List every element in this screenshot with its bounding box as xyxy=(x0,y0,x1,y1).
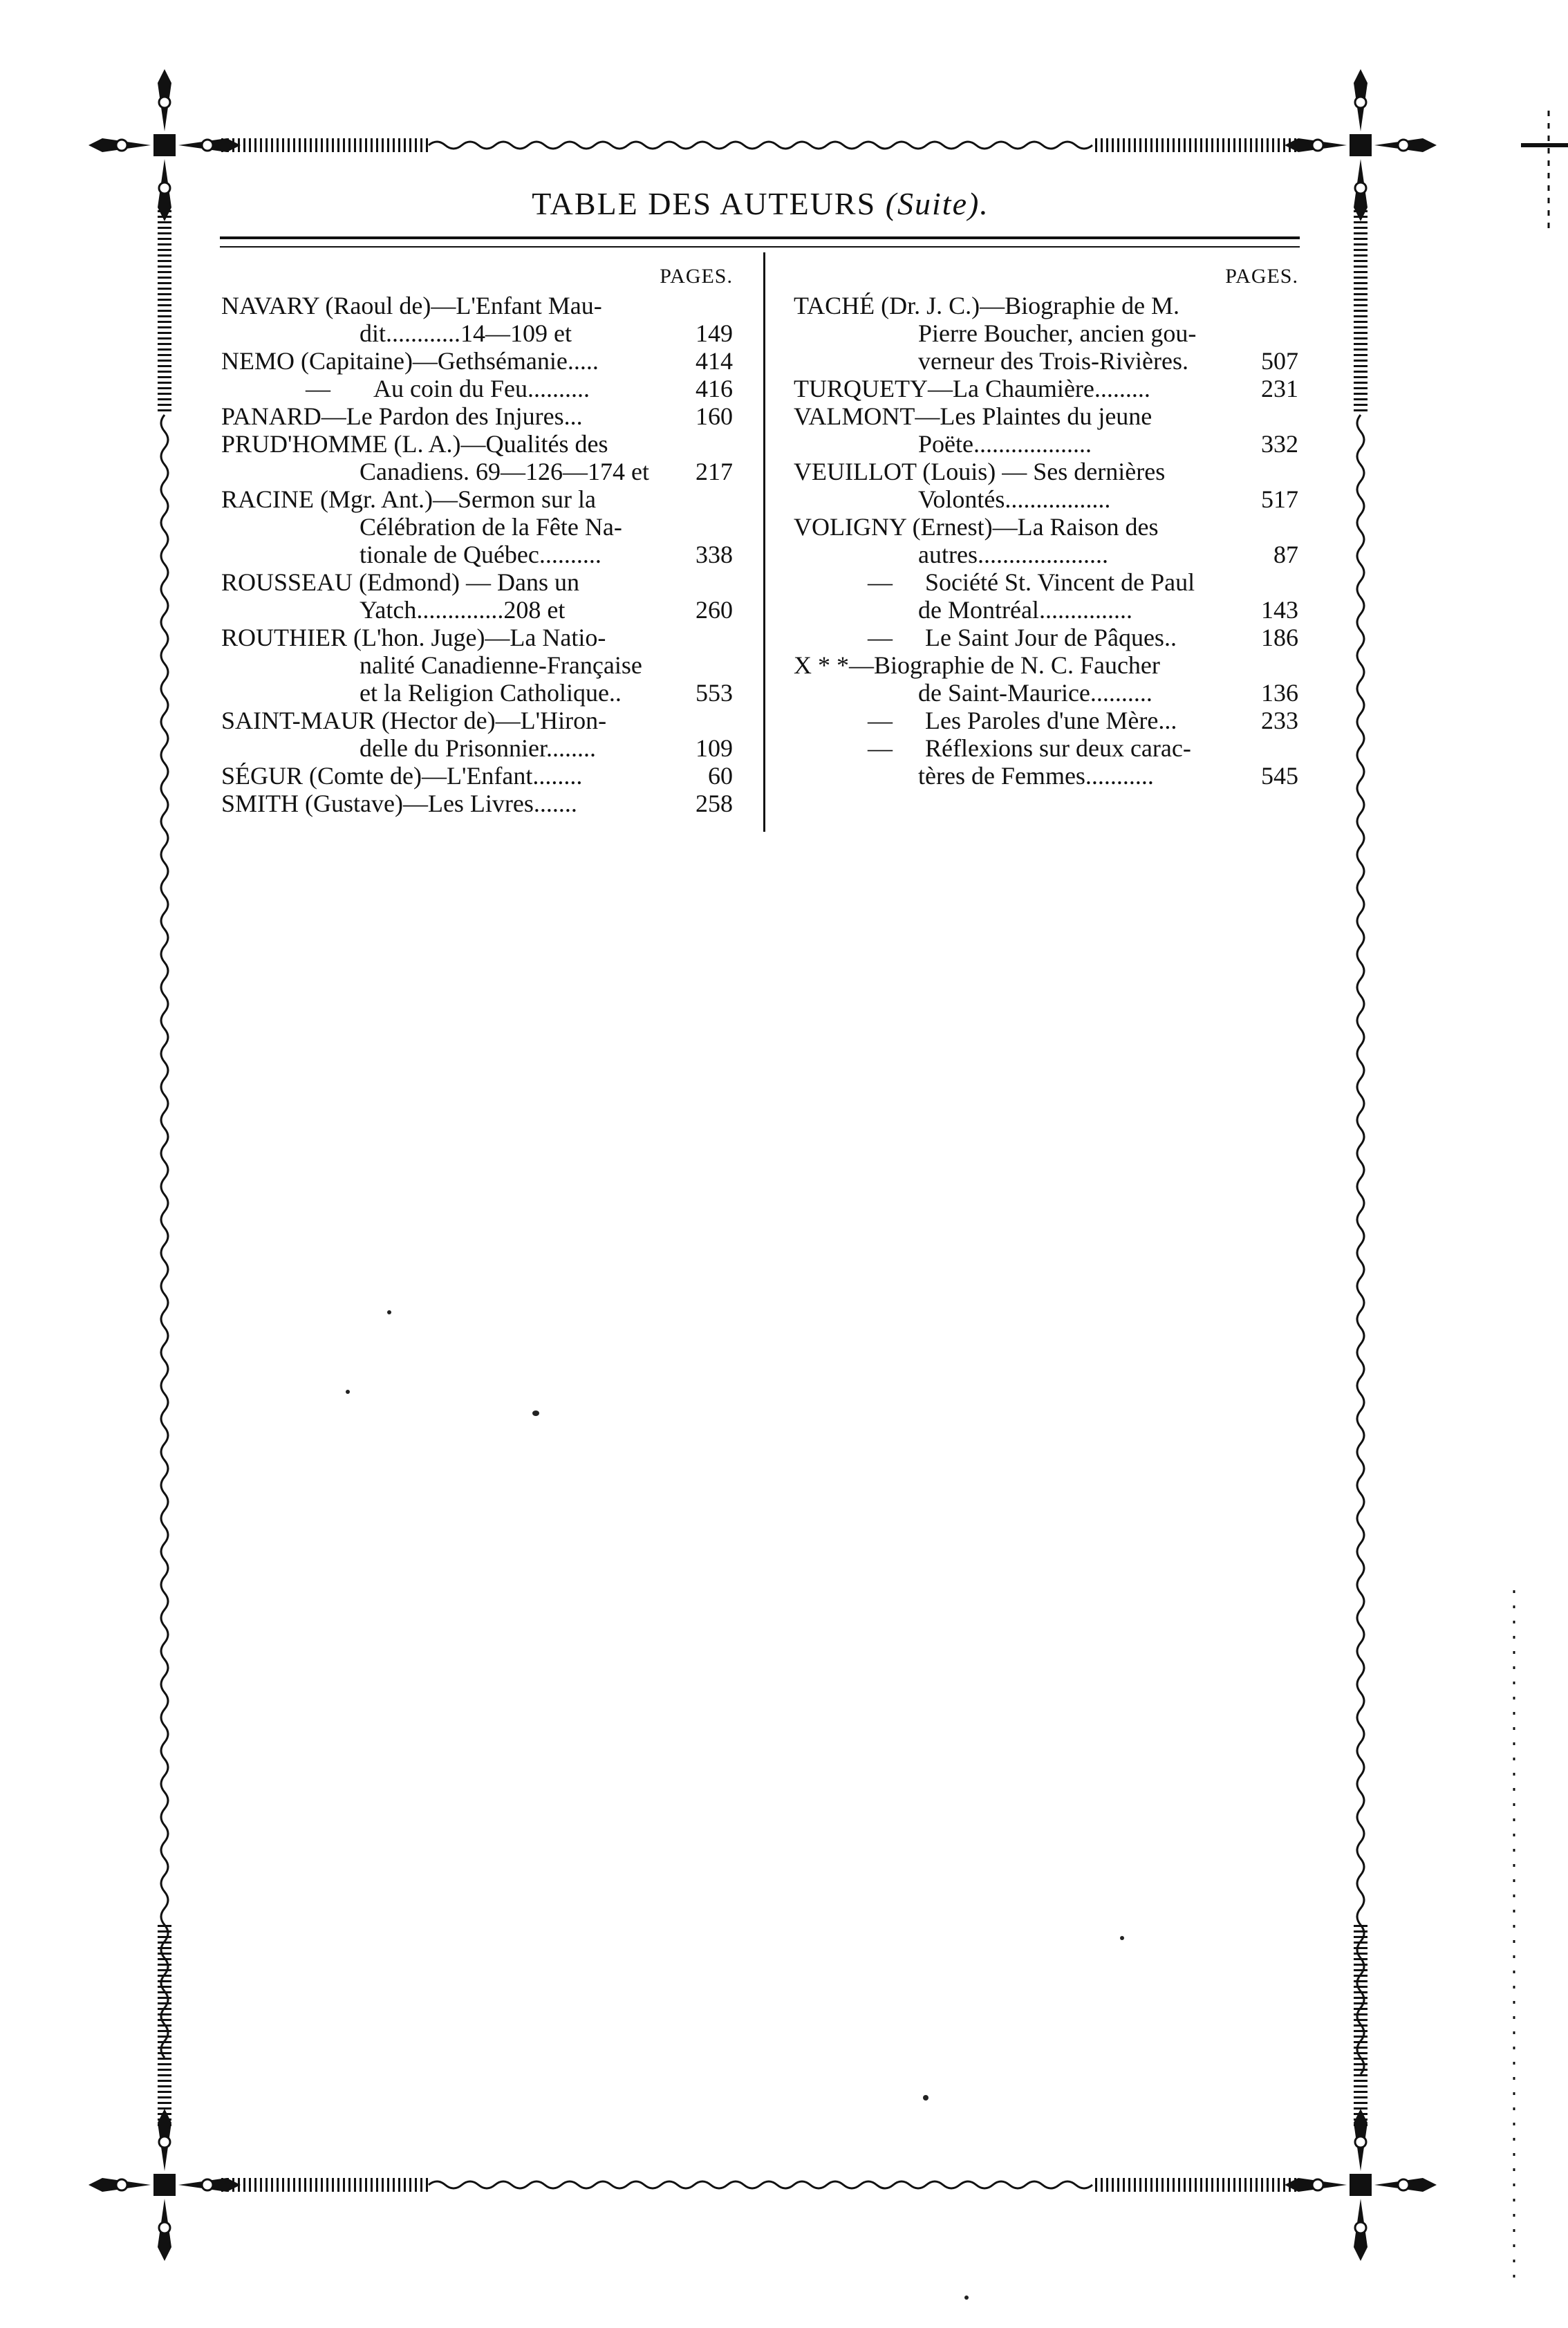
index-line xyxy=(221,624,733,651)
header-rule-thick xyxy=(220,236,1300,239)
entry-author: PANARD—Le Pardon des Injures... xyxy=(221,402,583,430)
index-line xyxy=(794,319,1298,347)
page-number: 160 xyxy=(696,402,733,430)
page-number: 517 xyxy=(1261,485,1298,513)
header-rule-thin xyxy=(220,246,1300,248)
page-number: 217 xyxy=(696,458,733,485)
right-column xyxy=(794,263,1298,790)
entry-subtitle: Société St. Vincent de Paul xyxy=(925,568,1195,596)
entry-continuation: delle du Prisonnier........ xyxy=(360,734,596,762)
index-line xyxy=(221,458,733,485)
index-line xyxy=(221,596,733,624)
ditto-dash: — xyxy=(868,568,893,596)
index-line xyxy=(794,485,1298,513)
index-line xyxy=(221,734,733,762)
index-line xyxy=(221,762,733,790)
ditto-dash: — xyxy=(868,734,893,762)
entry-author: NEMO (Capitaine)—Gethsémanie..... xyxy=(221,347,599,375)
right-entries xyxy=(794,292,1298,790)
entry-author: VEUILLOT (Louis) — Ses dernières xyxy=(794,458,1166,485)
left-entries xyxy=(221,292,733,817)
page-title xyxy=(221,185,1300,222)
print-speck xyxy=(532,1410,539,1416)
page-number: 545 xyxy=(1261,762,1298,790)
ditto-dash: — xyxy=(306,375,330,402)
entry-subtitle: Au coin du Feu.......... xyxy=(373,375,590,402)
pages-header: PAGES. xyxy=(660,265,733,288)
entry-subtitle: Les Paroles d'une Mère... xyxy=(925,707,1177,734)
title-text: TABLE DES AUTEURS xyxy=(532,186,877,221)
entry-author: SÉGUR (Comte de)—L'Enfant........ xyxy=(221,762,583,790)
index-line xyxy=(794,707,1298,734)
entry-author: SAINT-MAUR (Hector de)—L'Hiron- xyxy=(221,707,607,734)
index-line xyxy=(794,292,1298,319)
entry-continuation: de Saint-Maurice.......... xyxy=(918,679,1152,707)
page-number: 553 xyxy=(696,679,733,707)
index-line xyxy=(221,347,733,375)
index-line xyxy=(221,707,733,734)
print-speck xyxy=(923,2095,928,2101)
ditto-dash: — xyxy=(868,707,893,734)
page-number: 136 xyxy=(1261,679,1298,707)
index-line xyxy=(221,541,733,568)
entry-subtitle: Le Saint Jour de Pâques.. xyxy=(925,624,1177,651)
entry-continuation: Célébration de la Fête Na- xyxy=(360,513,622,541)
entry-continuation: dit............14—109 et xyxy=(360,319,572,347)
entry-continuation: Pierre Boucher, ancien gou- xyxy=(918,319,1197,347)
page-number: 416 xyxy=(696,375,733,402)
entry-continuation: autres..................... xyxy=(918,541,1108,568)
index-line xyxy=(794,596,1298,624)
index-line xyxy=(794,375,1298,402)
index-line xyxy=(794,513,1298,541)
page-number: 60 xyxy=(708,762,733,790)
page-number: 87 xyxy=(1273,541,1298,568)
entry-author: TACHÉ (Dr. J. C.)—Biographie de M. xyxy=(794,292,1180,319)
print-speck xyxy=(1120,1936,1124,1940)
entry-continuation: Volontés................. xyxy=(918,485,1111,513)
index-line xyxy=(794,651,1298,679)
entry-continuation: tères de Femmes........... xyxy=(918,762,1154,790)
index-line xyxy=(794,734,1298,762)
entry-author: RACINE (Mgr. Ant.)—Sermon sur la xyxy=(221,485,596,513)
index-line xyxy=(221,402,733,430)
index-line xyxy=(221,375,733,402)
page-number: 233 xyxy=(1261,707,1298,734)
entry-author: ROUSSEAU (Edmond) — Dans un xyxy=(221,568,579,596)
page-number: 260 xyxy=(696,596,733,624)
index-line xyxy=(794,624,1298,651)
index-line xyxy=(221,651,733,679)
entry-continuation: verneur des Trois-Rivières. xyxy=(918,347,1188,375)
index-line xyxy=(794,402,1298,430)
index-line xyxy=(794,568,1298,596)
index-line xyxy=(221,319,733,347)
entry-continuation: et la Religion Catholique.. xyxy=(360,679,622,707)
index-line xyxy=(221,485,733,513)
entry-continuation: Poëte................... xyxy=(918,430,1092,458)
page-number: 338 xyxy=(696,541,733,568)
print-speck xyxy=(964,2296,969,2300)
pages-header: PAGES. xyxy=(1225,265,1298,288)
index-line xyxy=(221,790,733,817)
entry-author: X * *—Biographie de N. C. Faucher xyxy=(794,651,1160,679)
index-line xyxy=(221,430,733,458)
print-speck xyxy=(387,1310,391,1314)
index-line xyxy=(794,679,1298,707)
entry-continuation: tionale de Québec.......... xyxy=(360,541,601,568)
entry-author: SMITH (Gustave)—Les Livres....... xyxy=(221,790,577,817)
index-line xyxy=(794,430,1298,458)
page-number: 507 xyxy=(1261,347,1298,375)
page-number: 109 xyxy=(696,734,733,762)
index-line xyxy=(221,513,733,541)
column-divider xyxy=(763,252,765,832)
entry-author: NAVARY (Raoul de)—L'Enfant Mau- xyxy=(221,292,602,319)
index-line xyxy=(794,458,1298,485)
index-line xyxy=(221,292,733,319)
index-line xyxy=(221,679,733,707)
ditto-dash: — xyxy=(868,624,893,651)
print-speck xyxy=(346,1390,350,1394)
entry-continuation: Yatch..............208 et xyxy=(360,596,566,624)
entry-author: VALMONT—Les Plaintes du jeune xyxy=(794,402,1152,430)
page-number: 414 xyxy=(696,347,733,375)
page-number: 332 xyxy=(1261,430,1298,458)
entry-author: ROUTHIER (L'hon. Juge)—La Natio- xyxy=(221,624,606,651)
index-line xyxy=(794,347,1298,375)
left-column xyxy=(221,263,733,817)
entry-author: VOLIGNY (Ernest)—La Raison des xyxy=(794,513,1159,541)
index-line xyxy=(794,762,1298,790)
title-suite: (Suite). xyxy=(885,186,989,221)
entry-continuation: nalité Canadienne-Française xyxy=(360,651,642,679)
index-line xyxy=(221,568,733,596)
entry-subtitle: Réflexions sur deux carac- xyxy=(925,734,1191,762)
entry-author: PRUD'HOMME (L. A.)—Qualités des xyxy=(221,430,608,458)
page-number: 143 xyxy=(1261,596,1298,624)
entry-continuation: de Montréal............... xyxy=(918,596,1132,624)
page-number: 149 xyxy=(696,319,733,347)
page-number: 186 xyxy=(1261,624,1298,651)
entry-author: TURQUETY—La Chaumière......... xyxy=(794,375,1150,402)
page-number: 258 xyxy=(696,790,733,817)
page-number: 231 xyxy=(1261,375,1298,402)
index-line xyxy=(794,541,1298,568)
entry-continuation: Canadiens. 69—126—174 et xyxy=(360,458,649,485)
